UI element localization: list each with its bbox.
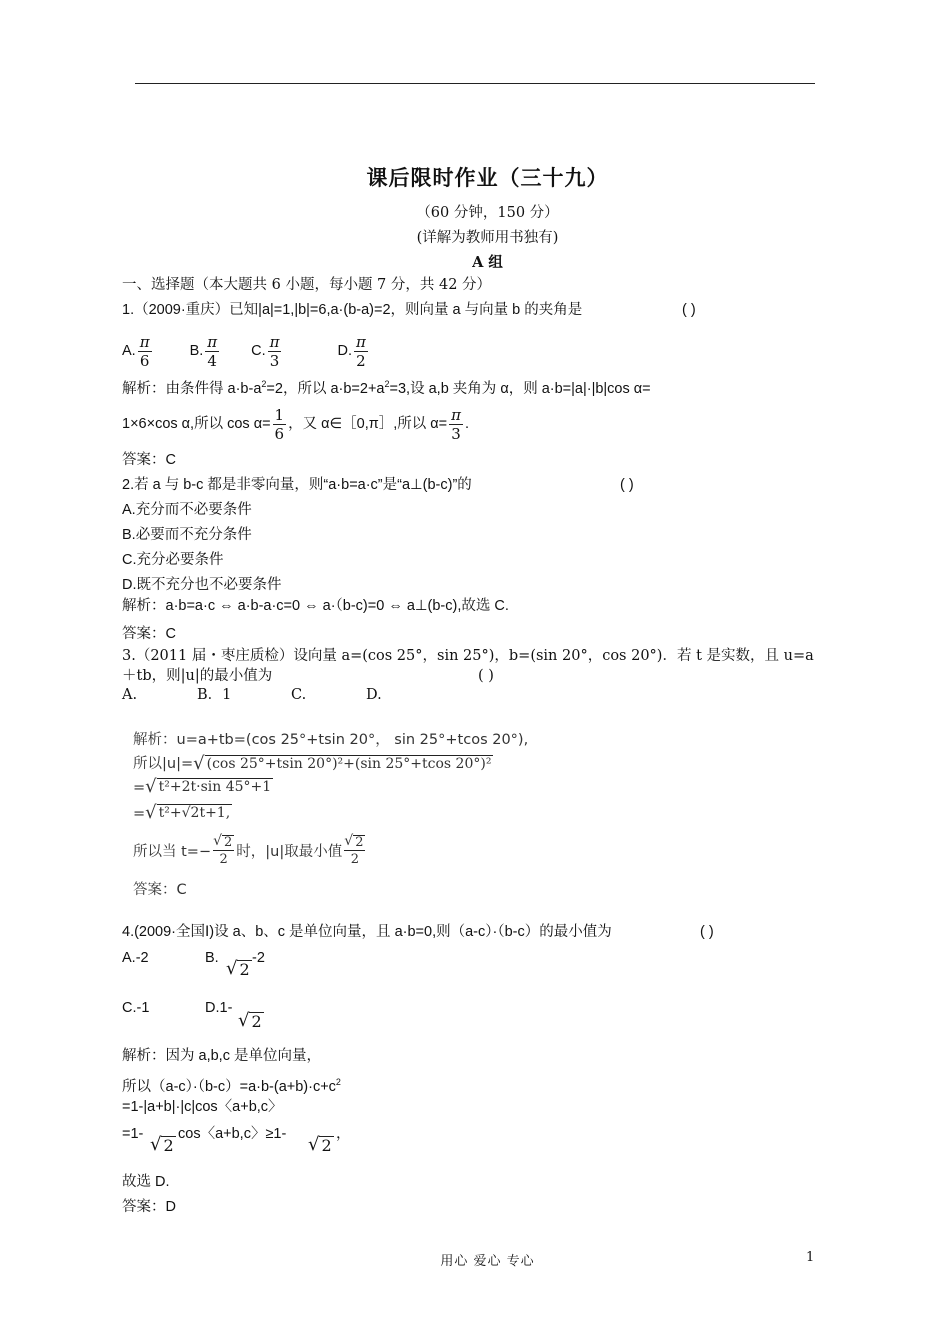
page-title: 课后限时作业（三十九） [366, 166, 609, 190]
q3-option-c: C. [291, 687, 307, 703]
q1-analysis-line1: 解析：由条件得 $a\cdot b-a^2=2$，所以 $a\cdot b=2+a^2=3$,设 a,b 夹角为 α，则 a·b=|a|·|b|cos α= [122, 379, 651, 397]
q1-frac-pi-3: $\frac{\pi}{3}$ [451, 405, 461, 443]
q1-frac-c: $\frac{\pi}{3}$ [269, 332, 280, 370]
q4-analysis-line3: =1-|a+b|·|c|cos〈a+b,c〉 [122, 1099, 283, 1115]
q1-option-d: D. [337, 343, 352, 359]
q4-option-b: B. [205, 950, 219, 966]
q1-answer: 答案：C [122, 452, 176, 468]
page-number: 1 [806, 1250, 815, 1265]
section-heading: 一、选择题（本大题共 6 小题，每小题 7 分，共 42 分） [122, 277, 492, 293]
q3-option-d: D. [366, 687, 382, 703]
q3-paren: ( ) [478, 668, 494, 684]
q1-frac-d: $\frac{\pi}{2}$ [355, 332, 366, 370]
q3-sol-line1: 解析：u=a+tb=(cos 25°+tsin 20°， sin 25°+tcos 20°), [133, 732, 529, 748]
q4-option-b-tail: -2 [252, 950, 265, 966]
q2-option-c: C.充分必要条件 [122, 552, 224, 568]
q3-option-b: B．1 [197, 687, 232, 703]
q4-option-d-sqrt: √ 2 [238, 1009, 262, 1031]
q4-paren: ( ) [700, 924, 714, 940]
q1-option-a: A. [122, 343, 136, 359]
q1-options [122, 328, 370, 374]
time-score: （60 分钟，150 分） [416, 205, 559, 221]
q1-frac-b: $\frac{\pi}{4}$ [207, 332, 218, 370]
footer-slogan: 用心 爱心 专心 [440, 1254, 535, 1269]
q2-option-a: A.充分而不必要条件 [122, 502, 252, 518]
q3-stem-line1: 3.（2011 届・枣庄质检）设向量 a=(cos 25°，sin 25°)，b=(sin 20°，cos 20°)．若 t 是实数，且 u=a [122, 648, 814, 664]
q2-option-b: B.必要而不充分条件 [122, 527, 252, 543]
q2-answer: 答案：C [122, 626, 176, 642]
q3-sol-line2: 所以|u|= √ (cos 25°+tsin 20°)²+(sin 25°+tcos 20°)² [133, 753, 492, 774]
teacher-note: (详解为教师用书独有) [416, 230, 559, 246]
q1-frac-a: $\frac{\pi}{6}$ [139, 332, 150, 370]
q4-analysis-line4a: =1- [122, 1126, 144, 1142]
group-label: A 组 [472, 254, 503, 271]
q3-sol-line5: 所以当 t=− √ 2 2 时，|u|取最小值 √ 2 2 [133, 833, 364, 867]
q1-analysis-line2: 1×6×cos α,所以 cos α= $\frac{1}{6}$ ，又 α∈［0,π］,所以 α= $\frac{\pi}{3}$ . [122, 405, 470, 443]
q4-analysis-sqrt-2: √ 2 [308, 1133, 332, 1155]
q3-sol-answer: 答案：C [133, 882, 187, 898]
q1-paren: ( ) [682, 302, 696, 318]
q4-analysis-line4b: cos〈a+b,c〉≥1- [178, 1126, 287, 1142]
q4-analysis-line2: 所以$(a-c)\cdot(b-c)=a\cdot b-(a+b)\cdot c+c^2$ [122, 1077, 341, 1095]
q4-answer: 答案：D [122, 1199, 176, 1215]
q2-analysis: 解析：a·b=a·c ⇔ a·b-a·c=0 ⇔ a·（b-c)=0 ⇔ a⊥(b-c),故选 C. [122, 598, 509, 614]
q4-analysis-sqrt-1: √ 2 [150, 1133, 174, 1155]
q2-option-d: D.既不充分也不必要条件 [122, 577, 282, 593]
q4-option-a: A.-2 [122, 950, 149, 966]
q4-option-d: D.1- [205, 1000, 233, 1016]
q1-frac-one-sixth: $\frac{1}{6}$ [274, 405, 285, 443]
q4-analysis-line1: 解析：因为 a,b,c 是单位向量， [122, 1048, 321, 1064]
q3-sol-line4: = √ t²+√2t+1, [133, 802, 231, 823]
q3-stem-line2: ＋tb，则|u|的最小值为 [122, 668, 273, 684]
q1-option-b: B. [189, 343, 204, 359]
q4-option-b-sqrt: √ 2 [226, 957, 250, 979]
q4-stem: 4.(2009·全国Ⅰ)设 a、b、c 是单位向量，且 a·b=0,则（a-c）·（b-c）的最小值为 [122, 924, 612, 940]
q3-solution-image [133, 724, 533, 900]
header-rule [135, 83, 815, 84]
q2-paren: ( ) [620, 477, 634, 493]
q3-sol-line3: = √ t²+2t·sin 45°+1 [133, 776, 272, 797]
q1-stem: 1.（2009·重庆）已知|a|=1,|b|=6,a·(b-a)=2，则向量 a 与向量 b 的夹角是 [122, 302, 583, 318]
q4-option-c: C.-1 [122, 1000, 150, 1016]
q4-analysis-line4c: ， [336, 1126, 351, 1142]
q3-option-a: A. [122, 687, 138, 703]
q1-option-c: C. [251, 343, 266, 359]
q2-stem: 2.若 a 与 b-c 都是非零向量，则“a·b=a·c”是“a⊥(b-c)”的 [122, 477, 472, 493]
q4-conclusion: 故选 D. [122, 1174, 170, 1190]
